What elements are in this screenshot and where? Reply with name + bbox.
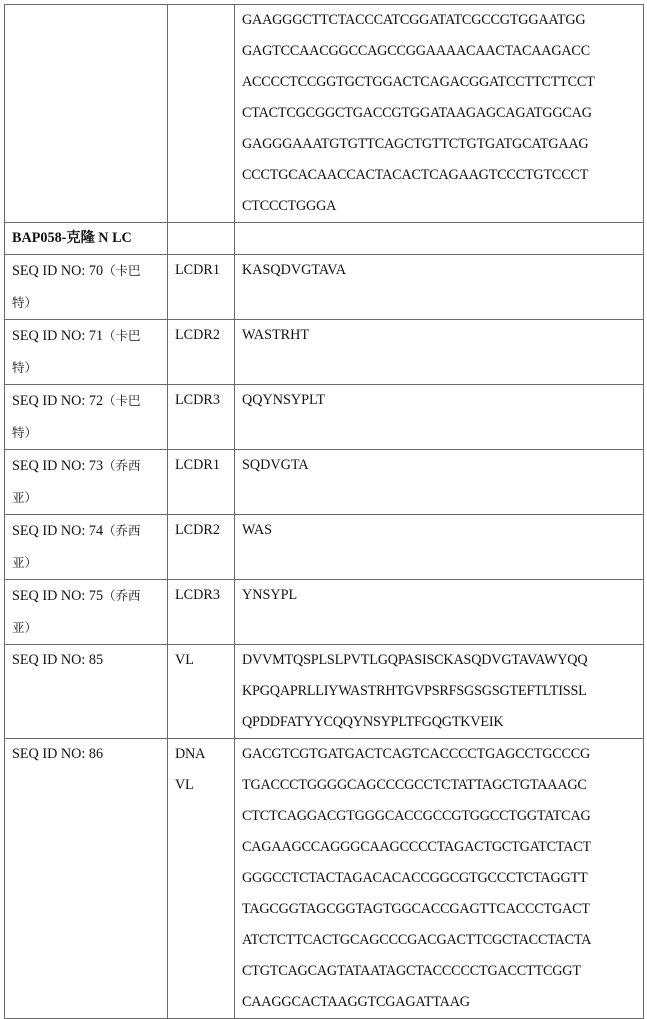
- sequence-line: KPGQAPRLLIYWASTRHTGVPSRFSGSGSGTEFTLTISSL: [242, 683, 587, 699]
- table-row-continuation: [5, 5, 644, 223]
- region-cell: VL: [168, 645, 235, 739]
- region-cell: [168, 5, 235, 223]
- table-row: [5, 385, 644, 450]
- region-cell: LCDR3: [168, 385, 235, 450]
- region-cell: LCDR1: [168, 255, 235, 320]
- sequence-cell: SQDVGTA: [235, 450, 644, 515]
- region-cell: LCDR3: [168, 580, 235, 645]
- sequence-line: GAGGGAAATGTGTTCAGCTGTTCTGTGATGCATGAAG: [242, 136, 589, 152]
- sequence-cell: KASQDVGTAVA: [235, 255, 644, 320]
- sequence-line: CTCTCAGGACGTGGGCACCGCCGTGGCCTGGTATCAG: [242, 808, 591, 824]
- seq-id-cell: SEQ ID NO: 86: [5, 739, 168, 1019]
- seq-id-cell: SEQ ID NO: 71（卡巴 特）: [5, 320, 168, 385]
- sequence-line: GACGTCGTGATGACTCAGTCACCCCTGAGCCTGCCCG: [242, 746, 591, 762]
- table-row: [5, 515, 644, 580]
- sequence-cell: WAS: [235, 515, 644, 580]
- sequence-line: GAAGGGCTTCTACCCATCGGATATCGCCGTGGAATGG: [242, 12, 586, 28]
- region-cell: [168, 223, 235, 255]
- region-cell: LCDR2: [168, 320, 235, 385]
- sequence-line: GAGTCCAACGGCCAGCCGGAAAACAACTACAAGACC: [242, 43, 590, 59]
- sequence-line: DVVMTQSPLSLPVTLGQPASISCKASQDVGTAVAWYQQ: [242, 652, 588, 668]
- sequence-line: ATCTCTTCACTGCAGCCCGACGACTTCGCTACCTACTA: [242, 932, 592, 948]
- sequence-line: ACCCCTCCGGTGCTGGACTCAGACGGATCCTTCTTCCT: [242, 74, 595, 90]
- sequence-table: [4, 4, 644, 1019]
- sequence-line: CTACTCGCGGCTGACCGTGGATAAGAGCAGATGGCAG: [242, 105, 592, 121]
- sequence-line: TAGCGGTAGCGGTAGTGGCACCGAGTTCACCCTGACT: [242, 901, 590, 917]
- section-title: BAP058-克隆 N LC: [5, 223, 168, 255]
- sequence-line: QPDDFATYYCQQYNSYPLTFGQGTKVEIK: [242, 714, 504, 730]
- seq-id-cell: SEQ ID NO: 85: [5, 645, 168, 739]
- region-cell: LCDR1: [168, 450, 235, 515]
- table-row-dna-vl: [5, 739, 644, 1019]
- seq-id-cell: SEQ ID NO: 74（乔西 亚）: [5, 515, 168, 580]
- seq-id-cell: SEQ ID NO: 75（乔西 亚）: [5, 580, 168, 645]
- sequence-cell: WASTRHT: [235, 320, 644, 385]
- sequence-line: CAGAAGCCAGGGCAAGCCCCTAGACTGCTGATCTACT: [242, 839, 591, 855]
- sequence-cell: YNSYPL: [235, 580, 644, 645]
- seq-id-cell: [5, 5, 168, 223]
- sequence-line: CTCCCTGGGA: [242, 198, 337, 214]
- sequence-cell: [235, 223, 644, 255]
- sequence-line: CAAGGCACTAAGGTCGAGATTAAG: [242, 994, 470, 1010]
- sequence-line: CCCTGCACAACCACTACACTCAGAAGTCCCTGTCCCT: [242, 167, 589, 183]
- sequence-cell: [235, 645, 644, 739]
- table-row: [5, 450, 644, 515]
- table-row: [5, 255, 644, 320]
- section-header-row: [5, 223, 644, 255]
- region-cell: DNA VL: [168, 739, 235, 1019]
- seq-id-cell: SEQ ID NO: 70（卡巴 特）: [5, 255, 168, 320]
- seq-id-cell: SEQ ID NO: 72（卡巴 特）: [5, 385, 168, 450]
- sequence-cell: [235, 739, 644, 1019]
- sequence-line: GGGCCTCTACTAGACACACCGGCGTGCCCTCTAGGTT: [242, 870, 588, 886]
- seq-id-cell: SEQ ID NO: 73（乔西 亚）: [5, 450, 168, 515]
- sequence-line: TGACCCTGGGGCAGCCCGCCTCTATTAGCTGTAAAGC: [242, 777, 587, 793]
- sequence-cell: [235, 5, 644, 223]
- table-row-vl: [5, 645, 644, 739]
- sequence-line: CTGTCAGCAGTATAATAGCTACCCCCTGACCTTCGGT: [242, 963, 581, 979]
- sequence-cell: QQYNSYPLT: [235, 385, 644, 450]
- region-cell: LCDR2: [168, 515, 235, 580]
- table-row: [5, 580, 644, 645]
- table-row: [5, 320, 644, 385]
